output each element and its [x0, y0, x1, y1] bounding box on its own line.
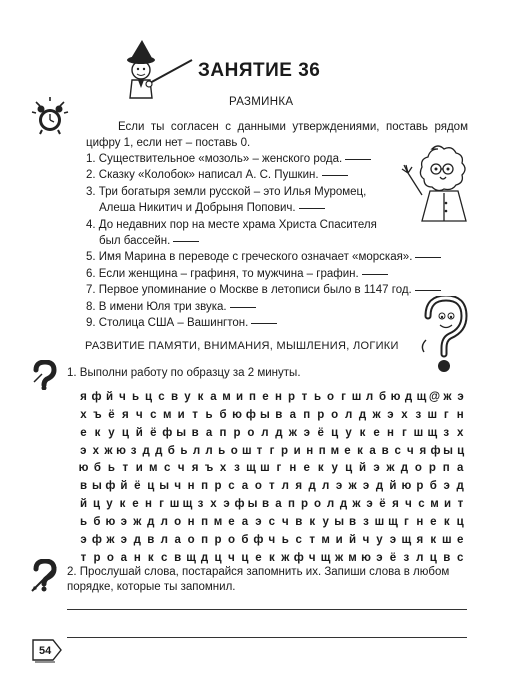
letter-grid-row: е к у ц й ё ф ы в а п р о л д ж э ё ц у к е н г ш щ з х [80, 426, 464, 439]
warmup-instructions: Если ты согласен с данными утверждениями, поставь рядом цифру 1, если нет – поставь 0. [86, 121, 468, 149]
letter-grid-row: т р о а н к с в щ д ц ч ц е к ж ф ч щ ж м ю э ё з л ц в с [80, 551, 464, 564]
letter-grid [77, 391, 467, 569]
statement-item-continued: был бассейн. [86, 233, 406, 249]
letter-grid-row: й ц у к е н г ш щ з х э ф ы в а п р о л д ж э ё я ч с м и т [79, 498, 464, 511]
answer-blank [173, 241, 199, 242]
answer-blank [415, 290, 441, 291]
answer-blank [415, 257, 441, 258]
answer-line [67, 637, 467, 638]
warmup-heading: РАЗМИНКА [229, 96, 294, 108]
question-mark-mascot [418, 296, 470, 374]
answer-line [67, 609, 467, 610]
statement-item: 8. В имени Юля три звука. [86, 299, 406, 315]
task-2-instruction: 2. Прослушай слова, постарайся запомнить их. Запиши слова в любом порядке, которые ты запомнил. [67, 566, 450, 593]
answer-blank [251, 323, 277, 324]
pen-question-icon [30, 559, 62, 593]
statement-item: 3. Три богатыря земли русской – это Илья Муромец, [86, 185, 367, 198]
statement-list [86, 151, 413, 331]
statement-item: 5. Имя Марина в переводе с греческого означает «морская». [86, 249, 486, 265]
letter-grid-row: э х ж ю з д д б ь л л ь о ш т г р и н п м е к а в с ч я ф ы ц [80, 444, 465, 457]
answer-blank [362, 274, 388, 275]
statement-item: 2. Сказку «Колобок» написал А. С. Пушкин. [86, 167, 406, 183]
letter-grid-row: ь б ю э ж д л о н п м е а э с ч в к у ы в з ш щ г н е к ц [79, 515, 464, 528]
lesson-title: ЗАНЯТИЕ 36 [198, 60, 321, 81]
letter-grid-row: ю б ь т и м с ч я ъ х з щ ш г н е к у ц й э ж д о р п а [78, 462, 464, 475]
letter-grid-row: х ъ ё я ч с м и т ь б ю ф ы в а п р о л д ж э х з ш г н [80, 408, 464, 421]
wizard-pointer-illustration [122, 38, 196, 100]
answer-blank [230, 307, 256, 308]
letter-grid-row: я ф й ч ь ц с в у к а м и п е н р т ь о г ш л б ю д щ @ ж э [80, 391, 464, 403]
letter-grid-row: в ы ф й ё ц ы ч н п р с а о т л я д л э ж э д й ю р б э д [79, 480, 464, 493]
page-number: 54 [39, 645, 52, 657]
task-1-instruction: 1. Выполни работу по образцу за 2 минуты. [67, 367, 301, 379]
statement-item-continued: Алеша Никитич и Добрыня Попович. [86, 200, 406, 216]
statement-item: 6. Если женщина – графиня, то мужчина – графин. [86, 266, 486, 282]
answer-blank [299, 208, 325, 209]
letter-grid-row: э ф ж э д в л а о п р о б ф ч ь с т м и й ч у э щ я к ш е [80, 533, 464, 546]
page-number-badge [31, 636, 63, 664]
question-bullet-icon [30, 360, 60, 390]
statement-item: 4. До недавних пор на месте храма Христа Спасителя [86, 218, 377, 231]
answer-blank [322, 175, 348, 176]
answer-blank [345, 159, 371, 160]
statement-item: 1. Существительное «мозоль» – женского рода. [86, 151, 406, 167]
statement-item: 9. Столица США – Вашингтон. [86, 315, 406, 331]
professor-illustration [394, 143, 474, 231]
statement-item: 7. Первое упоминание о Москве в летописи было в 1147 год. [86, 282, 486, 298]
alarm-clock-icon [30, 96, 70, 136]
section-heading: РАЗВИТИЕ ПАМЯТИ, ВНИМАНИЯ, МЫШЛЕНИЯ, ЛОГИКИ [85, 340, 399, 352]
